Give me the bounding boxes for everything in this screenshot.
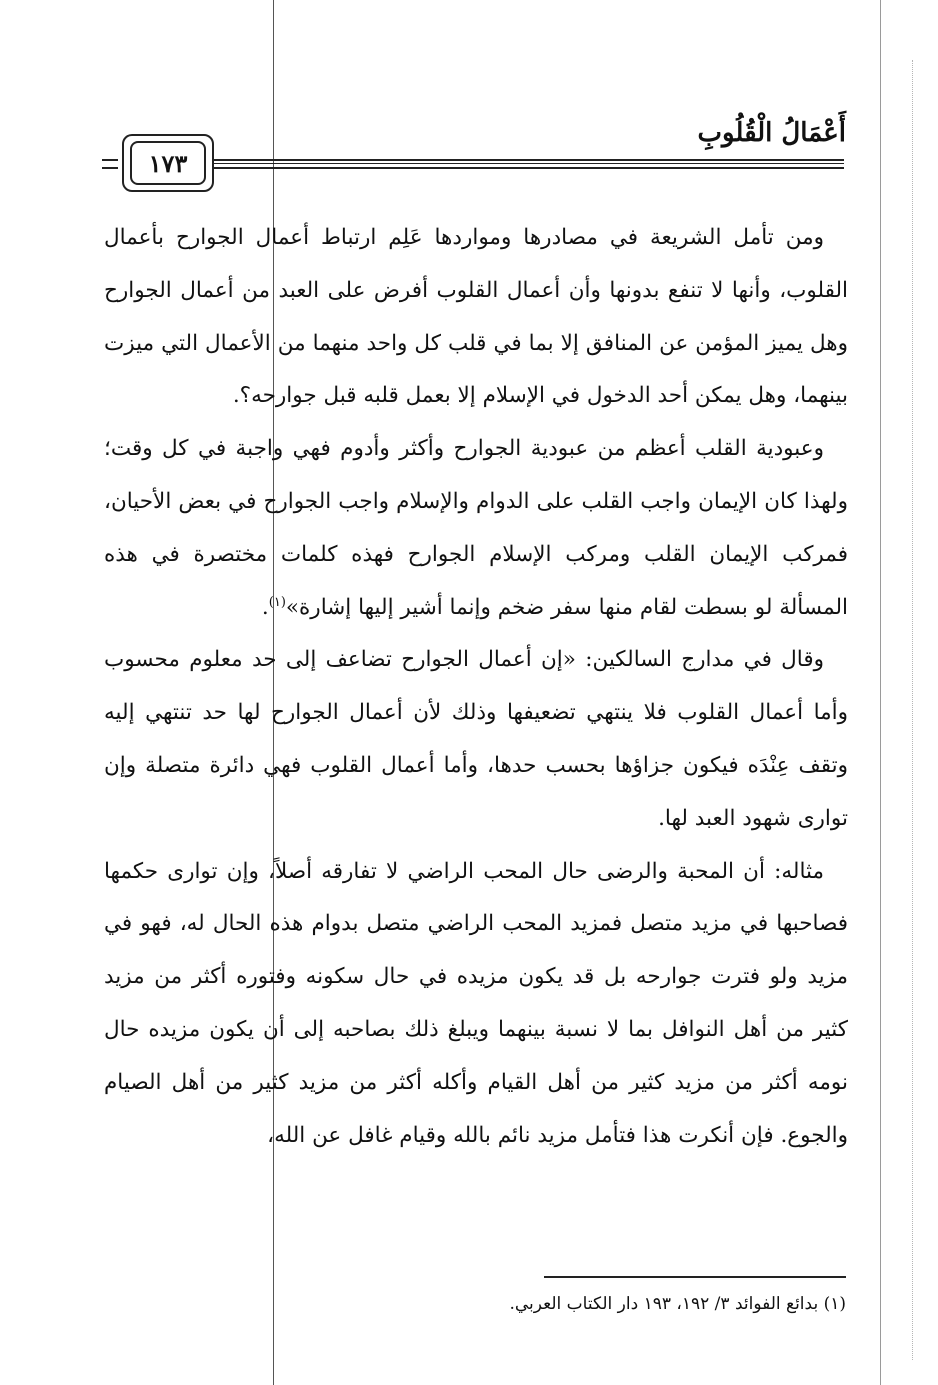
footnote: (١) بدائع الفوائد ٣/ ١٩٢، ١٩٣ دار الكتاب العربي. <box>509 1294 846 1314</box>
page-number-frame <box>122 134 214 192</box>
paragraph-tail: . <box>261 594 269 620</box>
header-rule-end <box>102 159 118 169</box>
footnote-rule <box>544 1276 846 1278</box>
scan-artifact-dotted-line <box>912 60 913 1360</box>
running-title: أَعْمَالُ الْقُلُوبِ <box>697 118 846 148</box>
header-rule <box>212 159 844 169</box>
body-text <box>104 212 848 1162</box>
footnote-reference[interactable]: (١) <box>268 594 286 610</box>
paragraph <box>104 423 848 634</box>
paragraph-text: وعبودية القلب أعظم من عبودية الجوارح وأكثر وأدوم فهي واجبة في كل وقت؛ ولهذا كان الإيمان واجب القلب على الدوام والإسلام واجب الجوارح في بعض الأحيان، فمركب الإيمان القلب ومركب الإسلام الجوارح فهذه كلمات مختصرة في هذه المسألة لو بسطت لقام منها سفر ضخم وإنما أشير إليها إشارة» <box>104 436 848 620</box>
paragraph: ومن تأمل الشريعة في مصادرها ومواردها عَلِم ارتباط أعمال الجوارح بأعمال القلوب، وأنها لا تنفع بدونها وأن أعمال القلوب أفرض على العبد من أعمال الجوارح وهل يميز المؤمن عن المنافق إلا بما في قلب كل واحد منهما من الأعمال التي ميزت بينهما، وهل يمكن أحد الدخول في الإسلام إلا بعمل قلبه قبل جوارحه؟. <box>104 225 848 409</box>
page-number: ١٧٣ <box>130 141 206 185</box>
paragraph: مثاله: أن المحبة والرضى حال المحب الراضي لا تفارقه أصلاً، وإن توارى حكمها فصاحبها في مزيد متصل فمزيد المحب الراضي متصل بدوام هذه الحال له، فهو في مزيد ولو فترت جوارحه بل قد يكون مزيده في حال سكونه وفتوره أكثر من مزيد كثير من أهل النوافل بما لا نسبة بينهما ويبلغ ذلك بصاحبه إلى أن يكون مزيده حال نومه أكثر من مزيد كثير من أهل القيام وأكله أكثر من مزيد كثير من أهل الصيام والجوع. فإن أنكرت هذا فتأمل مزيد نائم بالله وقيام غافل عن الله، <box>104 858 848 1148</box>
scan-artifact-edge-line <box>880 0 881 1385</box>
paragraph: وقال في مدارج السالكين: «إن أعمال الجوارح تضاعف إلى حد معلوم محسوب وأما أعمال القلوب فلا ينتهي تضعيفها وذلك لأن أعمال الجوارح لها حد تنتهي إليه وتقف عِنْدَه فيكون جزاؤها بحسب حدها، وأما أعمال القلوب فهي دائرة متصلة وإن توارى شهود العبد لها. <box>104 647 848 831</box>
